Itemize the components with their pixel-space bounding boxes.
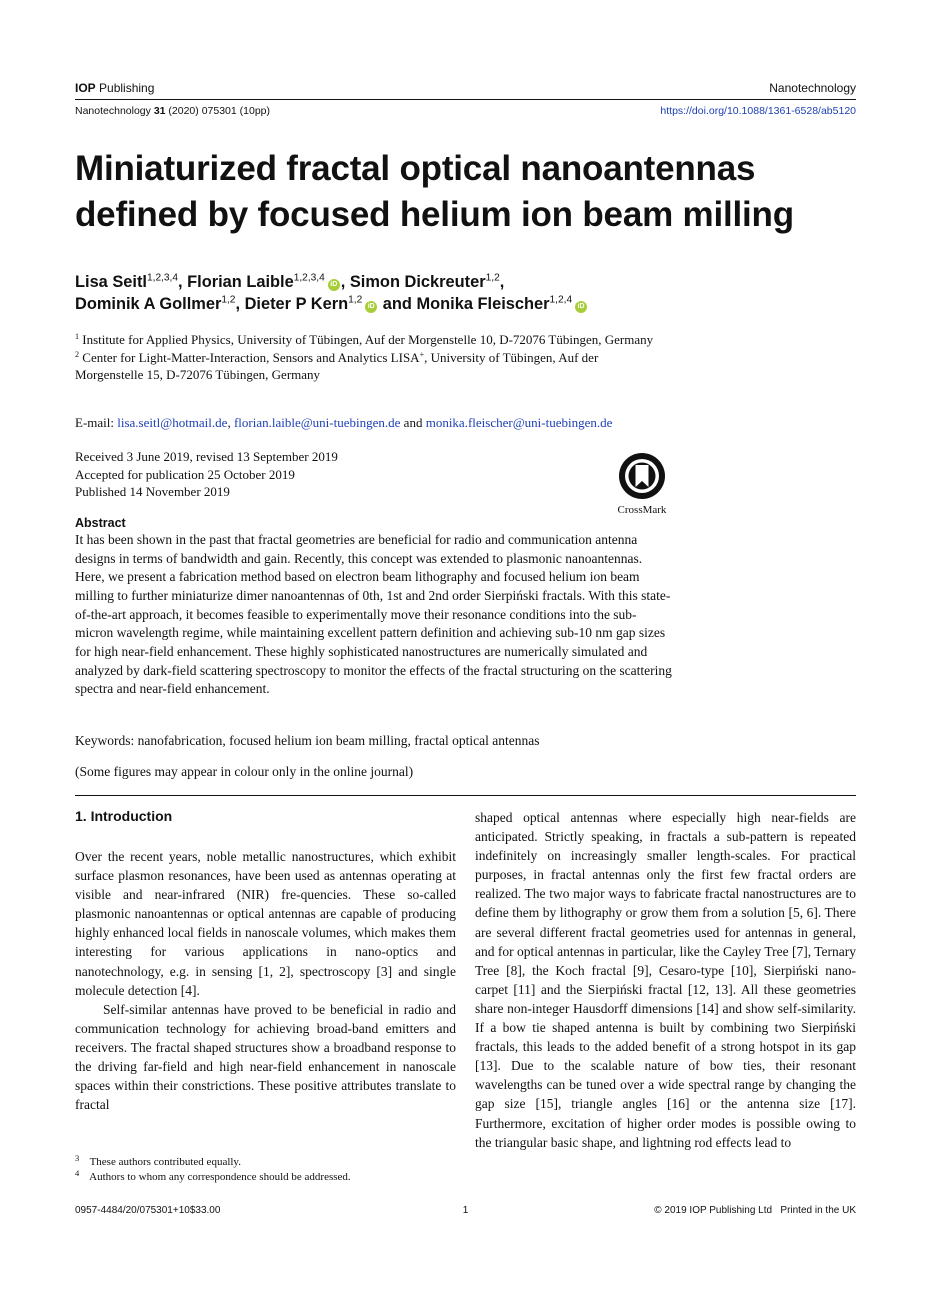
right-column xyxy=(475,808,856,1152)
received-date: Received 3 June 2019, revised 13 September 2019 xyxy=(75,449,338,464)
paragraph: shaped optical antennas where especially high near-fields are anticipated. Strictly speaking, in fractals a sub-pattern is repeated indefinitely on increasingly smaller length-scales. For practical purposes, in fractal antennas only the first few fractal orders are realized. The two major ways to fabricate fractal nanostructures are to define them by lithography or grow them from a solution [5, 6]. There are several different fractal geometries used for antennas in general, and for optical antennas in particular, like the Cayley Tree [7], Ternary Tree [8], the Koch fractal [9], Cesaro-type [10], Sierpiński nano-carpet [11] and the Sierpiński fractal [12, 13]. All these geometries share non-integer Hausdorff dimensions [14] and show self-similarity. If a bow tie shaped antenna is built by combining two Sierpiński fractals, this leads to the added benefit of a strong hotspot in its gap [13]. Due to the scalable nature of bow ties, their resonant wavelengths can be tuned over a wide spectral range by changing the gap size [15], triangle angles [16] or the antenna size [17]. Furthermore, excitation of higher order modes is possible owing to the triangular basic shape, and lightning rod effects lead to xyxy=(475,810,857,1150)
affiliation-2: $^2$ Center for Light-Matter-Interaction, Sensors and Analytics LISA+, University of Tübingen, Auf der Morgenstelle 15, D-72076 Tübingen, Germany xyxy=(75,349,599,382)
publication-dates xyxy=(75,448,525,501)
paragraph: Over the recent years, noble metallic nanostructures, which exhibit surface plasmon resonances, have been used as antennas operating at visible and near-infrared (NIR) fre-quencies. These so-called plasmonic nanoantennas or optical antennas are capable of producing highly enhanced local fields in nanoscale volumes, which makes them interesting for various applications in nano-optics and nanotechnology, e.g. in sensing [1, 2], spectroscopy [3] and single molecule detection [4]. xyxy=(75,849,456,998)
authors-and: and xyxy=(382,295,412,313)
author-affil-mark: 1,2 xyxy=(485,272,500,284)
author-name: Simon Dickreuter xyxy=(349,273,486,291)
citation: Nanotechnology 31 (2020) 075301 (10pp) xyxy=(75,105,270,117)
author-affil-mark: 1,2,4 xyxy=(549,294,573,306)
footnote: 3 These authors contributed equally. xyxy=(75,1153,241,1168)
abstract-text: It has been shown in the past that fractal geometries are beneficial for radio and communication antenna designs in terms of bandwidth and gain. Recently, this concept was extended to plasmonic nanoantennas. Here, we present a fabrication method based on electron beam lithography and focused helium ion beam milling to further miniaturize dimer nanoantennas of 0th, 1st and 2nd order Sierpiński fractals. With this state-of-the-art approach, it becomes feasible to experimentally move their resonance conditions into the sub-micron wavelength regime, while maintaining excellent pattern definition and achieving sub-10 nm gap sizes for high near-field enhancement. These highly sophisticated nanostructures are numerically simulated and analyzed by dark-field scattering spectroscopy to monitor the effects of the fractal structuring on the scattering spectra and near-field enhancement. xyxy=(75,532,672,697)
email-line: E-mail: lisa.seitl@hotmail.de, florian.laible@uni-tuebingen.de and monika.fleischer@uni-tuebingen.de xyxy=(75,415,613,430)
copyright: © 2019 IOP Publishing Ltd Printed in the UK xyxy=(654,1205,856,1216)
page-number: 1 xyxy=(462,1205,469,1216)
doi-link[interactable]: https://doi.org/10.1088/1361-6528/ab5120 xyxy=(660,105,856,117)
published-date: Published 14 November 2019 xyxy=(75,484,230,499)
publisher-name: IOP Publishing xyxy=(75,81,155,95)
journal-name: Nanotechnology xyxy=(769,81,856,95)
author-list: Lisa Seitl$^{1,2,3,4}$, Florian Laible$^{1,2,3,4}$iD , Simon Dickreuter$^{1,2}$, Dominik A Gollmer$^{1,2}$, Dieter P Kern$^{1,2}$iD and Monika Fleischer$^{1,2,4}$iD xyxy=(75,271,875,315)
paper-title xyxy=(75,146,875,238)
left-column xyxy=(75,808,456,1114)
abstract-heading: Abstract xyxy=(75,516,126,530)
accepted-date: Accepted for publication 25 October 2019 xyxy=(75,466,295,482)
email-link[interactable]: monika.fleischer@uni-tuebingen.de xyxy=(425,415,613,430)
section-heading: 1. Introduction xyxy=(75,808,173,824)
author-name: Dieter P Kern xyxy=(244,295,349,313)
page-header xyxy=(75,81,856,117)
page-footer xyxy=(75,1205,856,1216)
section-rule xyxy=(75,795,856,796)
crossmark-label: CrossMark xyxy=(617,504,667,516)
colour-note: (Some figures may appear in colour only in the online journal) xyxy=(75,764,414,779)
author-affil-mark: 1,2 xyxy=(221,294,236,306)
header-rule xyxy=(75,99,856,100)
keywords: Keywords: nanofabrication, focused helium ion beam milling, fractal optical antennas xyxy=(75,733,540,748)
author-name: Lisa Seitl xyxy=(75,273,147,291)
email-link[interactable]: lisa.seitl@hotmail.de xyxy=(117,415,228,430)
orcid-icon[interactable]: iD xyxy=(365,301,377,313)
affiliation-1: $^1$ Institute for Applied Physics, University of Tübingen, Auf der Morgenstelle 10, D-72076 Tübingen, Germany xyxy=(75,332,654,347)
email-link[interactable]: florian.laible@uni-tuebingen.de xyxy=(233,415,401,430)
footnote: 4 Authors to whom any correspondence should be addressed. xyxy=(75,1167,351,1183)
crossmark-badge[interactable] xyxy=(612,451,672,516)
author-name: Florian Laible xyxy=(187,273,294,291)
paragraph: Self-similar antennas have proved to be beneficial in radio and communication technology for achieving broad-band emitters and receivers. The fractal shaped structures show a broadband response to the driving far-field and high near-field enhancement in nanoscale spaces within their constrictions. These positive attributes translate to fractal xyxy=(75,1001,456,1113)
author-name: Dominik A Gollmer xyxy=(75,295,222,313)
orcid-icon[interactable]: iD xyxy=(575,301,587,313)
title-line-2: defined by focused helium ion beam milling xyxy=(75,195,794,234)
author-affil-mark: 1,2 xyxy=(348,294,363,306)
affiliations xyxy=(75,331,665,384)
author-name: Monika Fleischer xyxy=(416,295,550,313)
crossmark-icon xyxy=(617,451,667,501)
author-affil-mark: 1,2,3,4 xyxy=(146,272,179,284)
orcid-icon[interactable]: iD xyxy=(328,279,340,291)
abstract xyxy=(75,516,673,699)
footnotes xyxy=(75,1155,456,1184)
author-affil-mark: 1,2,3,4 xyxy=(293,272,325,284)
title-line-1: Miniaturized fractal optical nanoantennas xyxy=(75,149,756,188)
issn-code: 0957-4484/20/075301+10$33.00 xyxy=(75,1205,221,1216)
